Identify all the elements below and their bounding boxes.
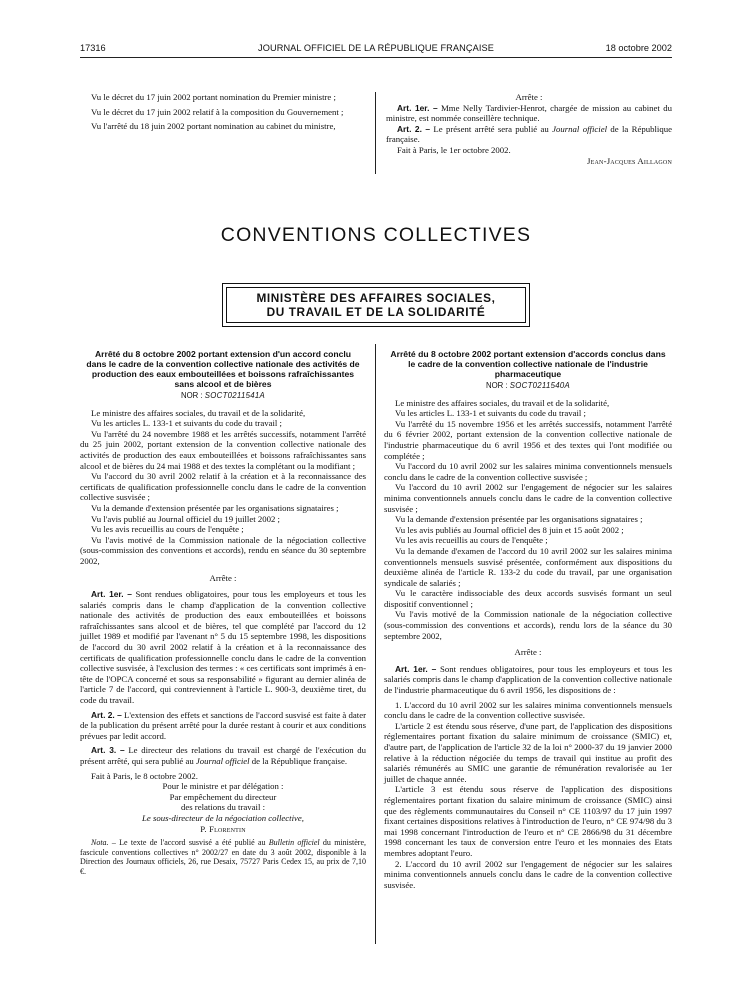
- nor-reference: [384, 381, 672, 392]
- journal-ref: Journal officiel: [552, 123, 608, 134]
- considerant: Vu les avis publiés au Journal officiel des 8 juin et 15 août 2002 ;: [395, 524, 624, 535]
- article-label: Art. 2. –: [91, 709, 122, 720]
- page-header: [80, 40, 672, 56]
- nota-text: du ministère, fascicule conventions collectives n° 2002/27 en date du 3 août 2002, disponible à la Direction des Journaux officiels, 26, rue Desaix, 75727 Paris Cedex 15, au prix de 7,10 €.: [80, 838, 366, 876]
- signature: Jean-Jacques Aillagon: [587, 155, 672, 166]
- article-text: Sont rendues obligatoires, pour tous les employeurs et tous les salariés compris dans le champ d'application de la convention collective nationale des activités de production des eaux embouteillées et boissons rafraîchissantes sans alcool et de bières, tel que complété par l'accord du 12 juillet 1989 et modifié par l'avenant n° 5 du 15 septembre 1998, les dispositions de l'accord du 30 avril 2002 relatif à la création et à la reconnaissance des certificats de qualification professionnelle conclu dans le cadre de la convention collective susvisée, à l'exclusion des termes : « ces certificats sont imprimés à en-tête de l'OPCA concerné et sous sa responsabilité » figurant au dernier alinéa de l'article 7 de l'accord, qui contreviennent à l'article L. 900-3, deuxième tiret, du code du travail.: [80, 589, 366, 706]
- page-number: 17316: [80, 43, 106, 53]
- considerant: Vu la demande d'examen de l'accord du 10 avril 2002 sur les salaires minima conventionnels mensuels susvisé présentée, conformément aux dispositions du deuxième alinéa de l'article R. 133-2 du code du travail, par une organisation syndicale de salariés ;: [384, 545, 672, 588]
- column-rule: [375, 92, 376, 174]
- nota: [80, 838, 366, 876]
- arrete-right: [384, 349, 672, 890]
- nor-reference: [80, 391, 366, 402]
- previous-decree-articles: [386, 92, 672, 166]
- considerant: Vu l'accord du 10 avril 2002 sur l'engagement de négocier sur les salaires minima conventionnels annuels conclu dans le cadre de la convention collective susvisée ;: [384, 482, 672, 514]
- header-rule: [80, 57, 672, 58]
- considerant: Vu les avis recueillis au cours de l'enquête ;: [91, 524, 244, 535]
- considerant: Vu l'arrêté du 24 novembre 1988 et les arrêtés successifs, notamment l'arrêté du 25 juin 2002, portant extension de la convention collective nationale des activités de production des eaux embouteillées et boissons rafraîchissantes sans alcool et de bières du 24 mai 1988 et des textes la complétant ou la modifiant ;: [80, 428, 366, 471]
- considerant: Vu l'avis motivé de la Commission nationale de la négociation collective (sous-commission des conventions et accords), rendu lors de la séance du 30 septembre 2002,: [384, 609, 672, 641]
- journal-ref: Journal officiel: [195, 756, 250, 766]
- issue-date: 18 octobre 2002: [605, 43, 672, 53]
- considerant: Vu l'avis motivé de la Commission nationale de la négociation collective (sous-commission des conventions et accords), rendu en séance du 30 septembre 2002,: [80, 534, 366, 566]
- previous-decree-end: [80, 92, 364, 132]
- article-item: 1. L'accord du 10 avril 2002 sur les salaires minima conventionnels mensuels conclu dans le cadre de la convention collective susvisée.: [384, 699, 672, 721]
- bulletin-ref: Bulletin officiel: [268, 838, 320, 848]
- article-label: Art. 1er. –: [397, 102, 438, 113]
- column-rule: [375, 344, 376, 944]
- article-item: L'article 2 est étendu sous réserve, d'une part, de l'application des dispositions réglementaires portant fixation du salaire minimum de croissance (SMIC) et, d'autre part, de l'application de l'article 32 de la loi n° 2000-37 du 19 janvier 2000 relative à la réduction négociée du temps de travail qui institue au profit des salariés rémunérés au SMIC une garantie de rémunération revalorisée au 1er juillet de chaque année.: [384, 720, 672, 784]
- article-text: de la République française.: [249, 756, 348, 766]
- nota-label: Nota.: [91, 838, 109, 848]
- article-text: Mme Nelly Tardivier-Henrot, chargée de mission au cabinet du ministre, est nommée conseillère technique.: [386, 102, 672, 124]
- signatory-title: Le sous-directeur de la négociation collective,: [142, 812, 304, 823]
- considerant: Vu le caractère indissociable des deux accords susvisés formant un seul dispositif conventionnel ;: [384, 588, 672, 609]
- article-item: 2. L'accord du 10 avril 2002 sur l'engagement de négocier sur les salaires minima conventionnels annuels conclu dans le cadre de la convention collective susvisée.: [384, 858, 672, 890]
- arrete-title: Arrêté du 8 octobre 2002 portant extension d'un accord conclu dans le cadre de la convention collective nationale des activités de production des eaux embouteillées et boissons rafraîchissantes sans alcool et de bières: [86, 349, 360, 389]
- considerant: Vu les avis recueillis au cours de l'enquête ;: [395, 535, 548, 546]
- considerant: Le ministre des affaires sociales, du travail et de la solidarité,: [91, 407, 306, 418]
- fait-line: Fait à Paris, le 1er octobre 2002.: [397, 144, 511, 155]
- article-text: Le directeur des relations du travail est chargé de l'exécution du présent arrêté, qui sera publié au: [80, 745, 366, 766]
- arrete-heading: Arrête :: [209, 572, 237, 583]
- article-label: Art. 1er. –: [91, 589, 132, 600]
- arrete-heading: Arrête :: [514, 647, 542, 658]
- arrete-heading: Arrête :: [515, 92, 543, 102]
- article-item: L'article 3 est étendu sous réserve de l'application des dispositions réglementaires portant fixation du salaire minimum de croissance (SMIC) ainsi que des règlements communautaires du Conseil n° CE 1103/97 du 17 juin 1997 fixant certaines dispositions relatives à l'introduction de l'euro, n° CE 974/98 du 3 mai 1998 concernant l'introduction de l'euro et n° CE 2866/98 du 31 décembre 1998 concernant les taux de conversion entre l'euro et les monnaies des Etats membres adoptant l'euro.: [384, 784, 672, 858]
- journal-title: JOURNAL OFFICIEL DE LA RÉPUBLIQUE FRANÇAISE: [258, 43, 494, 53]
- article-text: Sont rendues obligatoires, pour tous les employeurs et tous les salariés compris dans le champ d'application de la convention collective nationale de l'industrie pharmaceutique du 6 avril 1956, les dispositions de :: [384, 663, 673, 696]
- considerant: Vu l'arrêté du 15 novembre 1956 et les arrêtés successifs, notamment l'arrêté du 6 février 2002, portant extension de la convention collective nationale de l'industrie pharmaceutique du 6 avril 1956 et des textes qui l'ont modifiée ou complétée ;: [384, 418, 672, 461]
- nor-code: SOCT0211540A: [509, 381, 571, 390]
- considerant: Le ministre des affaires sociales, du travail et de la solidarité,: [395, 397, 610, 408]
- considerant: Vu l'avis publié au Journal officiel du 19 juillet 2002 ;: [91, 513, 280, 524]
- article-text: Le présent arrêté sera publié au: [433, 123, 553, 134]
- section-title: CONVENTIONS COLLECTIVES: [220, 224, 532, 246]
- considerant: Vu l'arrêté du 18 juin 2002 portant nomination au cabinet du ministre,: [91, 121, 336, 132]
- signatory-name: P. Florentin: [200, 823, 246, 834]
- nota-text: – Le texte de l'accord susvisé a été publié au: [108, 838, 269, 848]
- fait-line: Fait à Paris, le 8 octobre 2002.: [91, 770, 198, 781]
- article-text: L'extension des effets et sanctions de l'accord susvisé est faite à dater de la publication du présent arrêté pour la durée restant à courir et aux conditions prévues par ledit accord.: [80, 709, 366, 741]
- signature-line: Par empêchement du directeur: [169, 791, 277, 802]
- considerant: Vu le décret du 17 juin 2002 relatif à la composition du Gouvernement ;: [91, 106, 344, 117]
- considerant: Vu les articles L. 133-1 et suivants du code du travail ;: [91, 418, 282, 429]
- considerant: Vu la demande d'extension présentée par les organisations signataires ;: [395, 514, 643, 525]
- arrete-title: Arrêté du 8 octobre 2002 portant extension d'accords conclus dans le cadre de la convention collective nationale de l'industrie pharmaceutique: [390, 349, 666, 379]
- article-label: Art. 1er. –: [395, 663, 437, 674]
- considerant: Vu l'accord du 30 avril 2002 relatif à la création et à la reconnaissance des certificats de qualification professionnelle conclu dans le cadre de la convention collective susvisée ;: [80, 471, 366, 503]
- considerant: Vu l'accord du 10 avril 2002 sur les salaires minima conventionnels mensuels conclu dans le cadre de la convention collective susvisée ;: [384, 461, 672, 482]
- considerant: Vu le décret du 17 juin 2002 portant nomination du Premier ministre ;: [91, 92, 336, 102]
- considerant: Vu la demande d'extension présentée par les organisations signataires ;: [91, 502, 339, 513]
- signature-line: des relations du travail :: [180, 802, 266, 813]
- ministry-line: MINISTÈRE DES AFFAIRES SOCIALES,: [256, 291, 496, 305]
- nor-label: NOR :: [180, 391, 205, 400]
- considerant: Vu les articles L. 133-1 et suivants du code du travail ;: [395, 408, 586, 419]
- article-label: Art. 3. –: [91, 745, 125, 756]
- ministry-box: [222, 283, 530, 327]
- article-label: Art. 2. –: [397, 123, 431, 134]
- nor-code: SOCT0211541A: [204, 391, 266, 400]
- ministry-line: DU TRAVAIL ET DE LA SOLIDARITÉ: [266, 305, 486, 319]
- nor-label: NOR :: [485, 381, 510, 390]
- signature-line: Pour le ministre et par délégation :: [162, 781, 284, 792]
- article-text: de la République française.: [386, 123, 672, 145]
- arrete-left: [80, 349, 366, 877]
